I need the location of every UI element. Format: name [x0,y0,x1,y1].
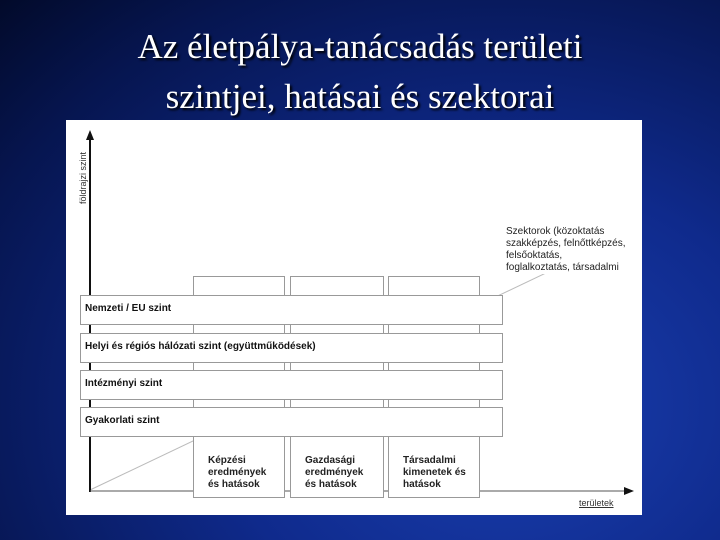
level-row: Nemzeti / EU szint [80,295,503,325]
slide-title [0,22,720,122]
column-label: Gazdasági eredmények és hatások [305,455,364,490]
y-arrow-icon [86,130,94,140]
level-row: Intézményi szint [80,370,503,400]
column-label: Társadalmi kimenetek és hatások [403,455,466,490]
y-axis-label: földrajzi szint [78,151,88,204]
title-line-1: Az életpálya-tanácsadás területi [137,27,583,66]
title-line-2: szintjei, hatásai és szektorai [165,77,555,116]
x-axis-label: területek [579,498,614,508]
level-row: Helyi és régiós hálózati szint (együttműködések) [80,333,503,363]
x-arrow-icon [624,487,634,495]
diagram [66,120,642,515]
sectors-label: Szektorok (közoktatás szakképzés, felnőttképzés, felsőoktatás, foglalkoztatás, társadalmi [506,226,640,274]
level-row: Gyakorlati szint [80,407,503,437]
column-label: Képzési eredmények és hatások [208,455,267,490]
